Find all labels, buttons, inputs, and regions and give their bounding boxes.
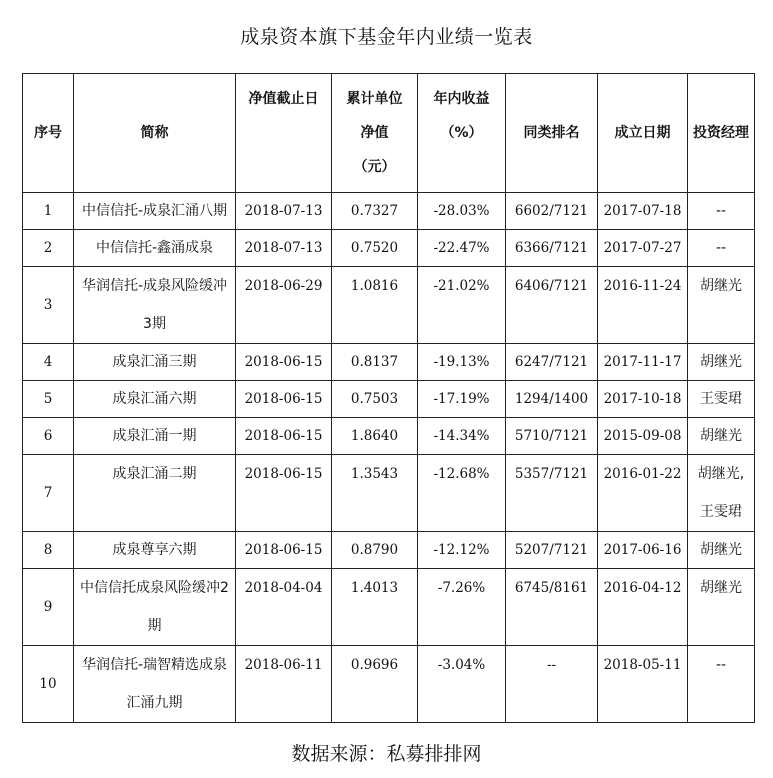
cell-manager: 胡继光 <box>688 569 755 646</box>
cell-nav: 0.7503 <box>332 381 418 418</box>
cell-found: 2017-10-18 <box>598 381 688 418</box>
cell-return: -12.68% <box>418 455 506 532</box>
table-row <box>23 455 755 532</box>
header-return: 年内收益 （%） <box>418 74 506 193</box>
cell-rank: 5207/7121 <box>506 532 598 569</box>
cell-return: -17.19% <box>418 381 506 418</box>
cell-seq: 3 <box>23 267 74 344</box>
cell-nav: 0.9696 <box>332 646 418 723</box>
cell-name: 成泉汇涌一期 <box>74 418 236 455</box>
cell-manager: -- <box>688 646 755 723</box>
cell-return: -19.13% <box>418 344 506 381</box>
cell-found: 2018-05-11 <box>598 646 688 723</box>
cell-date: 2018-07-13 <box>236 230 332 267</box>
table-row <box>23 532 755 569</box>
header-name: 简称 <box>74 74 236 193</box>
table-row <box>23 344 755 381</box>
cell-found: 2016-04-12 <box>598 569 688 646</box>
cell-manager: 王雯珺 <box>688 381 755 418</box>
cell-name: 成泉汇涌六期 <box>74 381 236 418</box>
cell-manager: 胡继光 <box>688 532 755 569</box>
header-rank: 同类排名 <box>506 74 598 193</box>
cell-manager: -- <box>688 230 755 267</box>
fund-performance-table <box>22 73 755 723</box>
cell-nav: 1.8640 <box>332 418 418 455</box>
header-date: 净值截止日 <box>236 74 332 193</box>
cell-date: 2018-06-15 <box>236 418 332 455</box>
table-row <box>23 267 755 344</box>
cell-seq: 8 <box>23 532 74 569</box>
cell-manager: 胡继光 <box>688 344 755 381</box>
cell-return: -7.26% <box>418 569 506 646</box>
cell-seq: 6 <box>23 418 74 455</box>
cell-date: 2018-07-13 <box>236 193 332 230</box>
cell-nav: 0.8790 <box>332 532 418 569</box>
cell-seq: 7 <box>23 455 74 532</box>
cell-name: 中信信托成泉风险缓冲2 期 <box>74 569 236 646</box>
cell-rank: 6745/8161 <box>506 569 598 646</box>
cell-found: 2017-07-18 <box>598 193 688 230</box>
cell-date: 2018-06-15 <box>236 381 332 418</box>
cell-nav: 0.7520 <box>332 230 418 267</box>
cell-nav: 1.0816 <box>332 267 418 344</box>
header-manager: 投资经理 <box>688 74 755 193</box>
cell-manager: 胡继光, 王雯珺 <box>688 455 755 532</box>
cell-date: 2018-06-15 <box>236 532 332 569</box>
cell-name: 中信信托-鑫涌成泉 <box>74 230 236 267</box>
cell-rank: 5357/7121 <box>506 455 598 532</box>
cell-date: 2018-06-15 <box>236 455 332 532</box>
cell-seq: 2 <box>23 230 74 267</box>
header-row <box>23 74 755 193</box>
header-found: 成立日期 <box>598 74 688 193</box>
cell-return: -28.03% <box>418 193 506 230</box>
cell-return: -22.47% <box>418 230 506 267</box>
cell-found: 2017-06-16 <box>598 532 688 569</box>
cell-name: 成泉汇涌三期 <box>74 344 236 381</box>
cell-nav: 0.8137 <box>332 344 418 381</box>
table-row <box>23 418 755 455</box>
cell-found: 2016-11-24 <box>598 267 688 344</box>
cell-return: -12.12% <box>418 532 506 569</box>
cell-rank: 5710/7121 <box>506 418 598 455</box>
cell-manager: 胡继光 <box>688 267 755 344</box>
header-nav: 累计单位 净值 （元） <box>332 74 418 193</box>
cell-manager: 胡继光 <box>688 418 755 455</box>
cell-rank: -- <box>506 646 598 723</box>
cell-date: 2018-06-11 <box>236 646 332 723</box>
header-seq: 序号 <box>23 74 74 193</box>
cell-rank: 6366/7121 <box>506 230 598 267</box>
cell-rank: 6406/7121 <box>506 267 598 344</box>
cell-name: 成泉尊享六期 <box>74 532 236 569</box>
table-row <box>23 193 755 230</box>
cell-rank: 6247/7121 <box>506 344 598 381</box>
cell-seq: 10 <box>23 646 74 723</box>
cell-found: 2016-01-22 <box>598 455 688 532</box>
cell-name: 华润信托-成泉风险缓冲 3期 <box>74 267 236 344</box>
table-title: 成泉资本旗下基金年内业绩一览表 <box>240 26 533 48</box>
cell-seq: 4 <box>23 344 74 381</box>
cell-manager: -- <box>688 193 755 230</box>
cell-seq: 5 <box>23 381 74 418</box>
cell-name: 成泉汇涌二期 <box>74 455 236 532</box>
cell-rank: 6602/7121 <box>506 193 598 230</box>
cell-date: 2018-06-15 <box>236 344 332 381</box>
cell-date: 2018-06-29 <box>236 267 332 344</box>
table-row <box>23 569 755 646</box>
cell-return: -3.04% <box>418 646 506 723</box>
table-row <box>23 230 755 267</box>
cell-found: 2017-07-27 <box>598 230 688 267</box>
cell-return: -21.02% <box>418 267 506 344</box>
cell-date: 2018-04-04 <box>236 569 332 646</box>
cell-seq: 9 <box>23 569 74 646</box>
cell-nav: 0.7327 <box>332 193 418 230</box>
table-row <box>23 646 755 723</box>
cell-return: -14.34% <box>418 418 506 455</box>
cell-seq: 1 <box>23 193 74 230</box>
table-row <box>23 381 755 418</box>
cell-name: 中信信托-成泉汇涌八期 <box>74 193 236 230</box>
cell-nav: 1.4013 <box>332 569 418 646</box>
cell-rank: 1294/1400 <box>506 381 598 418</box>
cell-name: 华润信托-瑞智精选成泉 汇涌九期 <box>74 646 236 723</box>
cell-nav: 1.3543 <box>332 455 418 532</box>
cell-found: 2015-09-08 <box>598 418 688 455</box>
cell-found: 2017-11-17 <box>598 344 688 381</box>
data-source: 数据来源：私募排排网 <box>291 743 482 765</box>
